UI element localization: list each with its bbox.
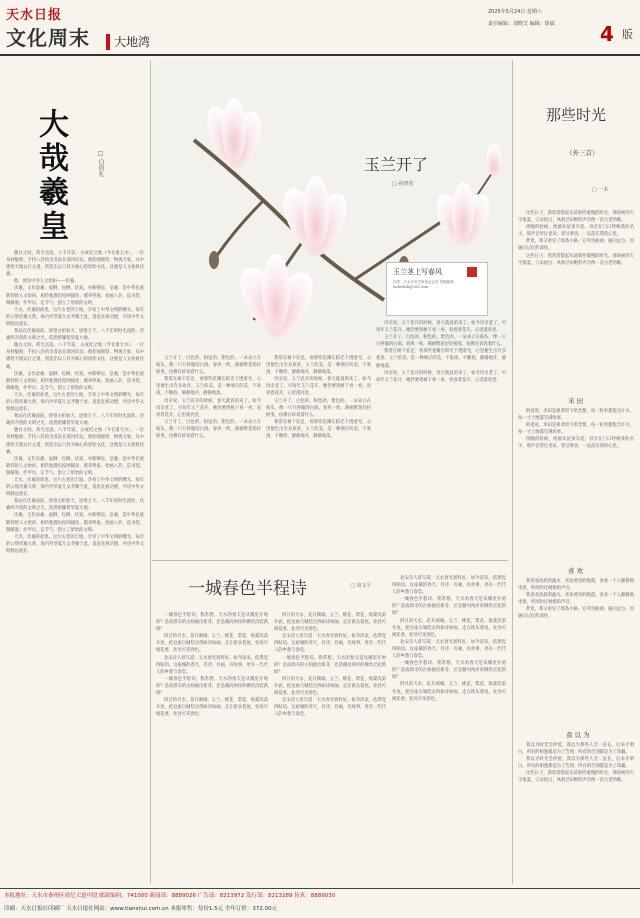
paragraph: 阿爸说，米田是祖辈留下的念想。每一粒米都饱含汗水，每一寸土地都写满故事。 — [518, 423, 634, 436]
paragraph: 这些日子，我常常想起从前那些缓慢的时光。那时候的天空很蓝，云朵很白，风吹过田野的声音像一首古老的歌。 — [518, 211, 634, 224]
red-seal — [467, 267, 477, 277]
paragraph: 这些日子，我常常想起从前那些缓慢的时光。那时候的天空很蓝，云朵很白，风吹过田野的声音像一首古老的歌。 — [518, 771, 634, 784]
paragraph: 天水，伏羲的故里。这片古老的土地，孕育了中华文明的曙光。每年的公祭伏羲大典，海内外华夏儿女齐聚于此，追思先祖功德，共话中华文明源远流长。 — [6, 478, 144, 498]
column-divider — [512, 60, 513, 884]
paragraph: 四月的天水，花开满城。玉兰、桃花、梨花、海棠次第开放，把这座古城装点得如诗如画。走在街头巷尾，处处可闻花香，处处可见春色。 — [274, 613, 386, 633]
painting-title: 玉兰开了 — [364, 155, 429, 174]
paragraph: 阿爸说，米田是祖辈留下的念想。每一粒米都饱含汗水，每一寸土地都写满故事。 — [518, 409, 634, 422]
blossom-3 — [230, 254, 322, 345]
paragraph: 北宋诗人曾写道：天水春光别样好。如今读来，依然觉得贴切。这座城的春天，有诗，有画，有故事，更有一代代人的乡愁与眷恋。 — [156, 655, 268, 675]
paragraph: 我站在伏羲庙前，仰望古柏参天，思绪万千。八千年的时光流转，伏羲所开创的文明之光，依然照耀着华夏大地。 — [6, 499, 144, 512]
paragraph: 玉兰开了，白色的，粉色的，紫色的，一朵朵立在枝头，像一只只停歇的白鸽。春风一吹，满树繁花轻轻摇曳，仿佛在诉说着什么。 — [266, 398, 371, 418]
right-subheading-1: 米 田 — [568, 397, 584, 405]
paragraph: 北宋诗人曾写道：天水春光别样好。如今读来，依然觉得贴切。这座城的春天，有诗，有画，有故事，更有一代代人的乡愁与眷恋。 — [274, 634, 386, 654]
paragraph: 伏羲，又作宓羲、庖牺、包牺、伏戏，亦称牺皇、皇羲，是中华民族敬仰的人文始祖。相传他教民结网捕鱼、驯养牲畜，始画八卦，造书契，制嫁娶，作甲历，定节气，创立了原始的文明。 — [6, 456, 144, 476]
page-number: 4 — [600, 22, 614, 46]
paragraph: 我喜欢清晨的露水，喜欢黄昏的晚霞，喜欢一个人静静地坐着，听风吹过树梢的声音。 — [518, 579, 634, 592]
blossom-1 — [201, 98, 268, 173]
section-title: 文化周末 — [6, 26, 90, 50]
right-body-part1 — [518, 210, 634, 410]
left-article-author: □ 白尚礼 — [97, 150, 104, 177]
middle-article-title: 一城春色半程诗 — [188, 579, 307, 599]
left-article-body — [6, 250, 144, 880]
right-subheading-3: 我 以 为 — [566, 731, 590, 739]
paragraph: 母亲说，玉兰花开的时候，春天就真的来了。如今母亲老了，可每年玉兰花开，她仍要到树下看一看，说看着花开，心里就亮堂。 — [266, 377, 371, 397]
paragraph: 这些日子，我常常想起从前那些缓慢的时光。那时候的天空很蓝，云朵很白，风吹过田野的声音像一首古老的歌。 — [518, 253, 634, 266]
paragraph: 腹白之间，荷光焉浪。八千年前，古成纪之地（今甘肃天水），一位身材魁梧、手持八卦的圣者站在渭河岸边，他仰观俯察，物观万象，从中感悟天地运行之道，创造出以八卦为核心的原始文化，这便是人文始祖伏羲。 — [6, 428, 144, 455]
paragraph: 傍晚的时候，炊烟从屋顶升起，母亲在门口呼唤我的名字。那声音穿过麦田，穿过黄昏，一直落在我的心里。 — [518, 225, 634, 238]
footer-rule — [0, 888, 640, 889]
right-body-part2 — [518, 408, 634, 528]
paragraph: 母亲说，玉兰花开的时候，春天就真的来了。如今母亲老了，可每年玉兰花开，她仍要到树下看一看，说看着花开，心里就亮堂。 — [376, 370, 506, 383]
paragraph: 四月的天水，花开满城。玉兰、桃花、梨花、海棠次第开放，把这座古城装点得如诗如画。走在街头巷尾，处处可闻花香，处处可见春色。 — [392, 682, 506, 702]
section-accent-bar — [106, 34, 110, 50]
blossom-2 — [275, 176, 355, 263]
paragraph: 我以为时光会停留，我以为那些人会一直在。后来才明白，所有的相逢都是为了告别，所有的告别都是为了珍藏。 — [518, 743, 634, 756]
right-article-author: □ 一米 — [592, 187, 609, 193]
newspaper-logo: 天水日报 — [6, 8, 63, 23]
section-divider — [152, 560, 508, 561]
paragraph: 四月的天水，花开满城。玉兰、桃花、梨花、海棠次第开放，把这座古城装点得如诗如画。走在街头巷尾，处处可闻花香，处处可见春色。 — [156, 634, 268, 654]
paragraph: 我常在树下驻足，看那些花瓣在阳光下透着光，心里便生出许多欢喜。玉兰的美，是一种端庄的美，不张扬，不媚俗，静静地开，静静地落。 — [156, 377, 261, 397]
paragraph: 我以为时光会停留，我以为那些人会一直在。后来才明白，所有的相逢都是为了告别，所有的告别都是为了珍藏。 — [518, 757, 634, 770]
editor-credits: 责任编辑：刘晓艾 编辑：徐斌 — [488, 21, 555, 27]
paragraph: 玉兰开了，白色的，粉色的，紫色的，一朵朵立在枝头，像一只只停歇的白鸽。春风一吹，满树繁花轻轻摇曳，仿佛在诉说着什么。 — [156, 419, 261, 440]
paragraph: 我常在树下驻足，看那些花瓣在阳光下透着光，心里便生出许多欢喜。玉兰的美，是一种端庄的美，不张扬，不媚俗，静静地开，静静地落。 — [376, 349, 506, 369]
right-article-title: 那些时光 — [546, 106, 607, 124]
paragraph: 北宋诗人曾写道：天水春光别样好。如今读来，依然觉得贴切。这座城的春天，有诗，有画，有故事，更有一代代人的乡愁与眷恋。 — [392, 639, 506, 660]
column-divider — [150, 60, 151, 884]
paragraph: 四月的天水，花开满城。玉兰、桃花、梨花、海棠次第开放，把这座古城装点得如诗如画。走在街头巷尾，处处可闻花香，处处可见春色。 — [274, 676, 386, 697]
paragraph: 天水，伏羲的故里。这片古老的土地，孕育了中华文明的曙光。每年的公祭伏羲大典，海内外华夏儿女齐聚于此，追思先祖功德，共话中华文明源远流长。 — [6, 307, 144, 327]
paragraph: 一城春色半程诗。我常想，天水的春天是从哪里开始的？是南郭寺的古柏抽出新芽，还是藉河两岸的柳丝泛起新绿？ — [274, 655, 386, 675]
right-article-subtitle: （外三首） — [566, 149, 599, 157]
paragraph: 我常在树下驻足，看那些花瓣在阳光下透着光，心里便生出许多欢喜。玉兰的美，是一种端庄的美，不张扬，不媚俗，静静地开，静静地落。 — [266, 356, 371, 376]
caption-text: 作者：天水市书法家协会会员 投稿邮箱：tsrbwhzk@163.com — [393, 280, 458, 289]
paragraph: 他，便是中华人文始祖——伏羲。 — [14, 279, 79, 285]
yulan-body-col2 — [266, 355, 371, 555]
footer-print: 印刷：天水日报社印刷厂 天水日报社网站：www.tianshui.com.cn 本报零售：每份1.5元 全年订价：372.00元 — [4, 906, 278, 912]
paragraph: 四月的天水，花开满城。玉兰、桃花、梨花、海棠次第开放，把这座古城装点得如诗如画。走在街头巷尾，处处可闻花香，处处可见春色。 — [156, 698, 268, 718]
blossom-4 — [429, 182, 496, 251]
middle-article-author: □ 周文平 — [350, 583, 372, 589]
paragraph: 天水，伏羲的故里。这片古老的土地，孕育了中华文明的曙光。每年的公祭伏羲大典，海内外华夏儿女齐聚于此，追思先祖功德，共话中华文明源远流长。 — [6, 534, 144, 554]
paragraph: 玉兰开了，白色的，粉色的，紫色的，一朵朵立在枝头，像一只只停歇的白鸽。春风一吹，满树繁花轻轻摇曳，仿佛在诉说着什么。 — [156, 356, 261, 376]
paragraph: 一城春色半程诗。我常想，天水的春天是从哪里开始的？是南郭寺的古柏抽出新芽，还是藉河两岸的柳丝泛起新绿？ — [156, 613, 268, 633]
right-body-part3 — [518, 578, 634, 718]
header-rule — [0, 54, 640, 56]
paragraph: 母亲说，玉兰花开的时候，春天就真的来了。如今母亲老了，可每年玉兰花开，她仍要到树下看一看，说看着花开，心里就亮堂。 — [156, 398, 261, 418]
bud — [486, 144, 502, 176]
paragraph: 梦里，我又看见了那条小路。它弯弯曲曲，通向远方，也通向记忆的深处。 — [518, 239, 634, 252]
page-label: 版 — [622, 28, 633, 41]
paragraph: 我常在树下驻足，看那些花瓣在阳光下透着光，心里便生出许多欢喜。玉兰的美，是一种端庄的美，不张扬，不媚俗，静静地开，静静地落。 — [266, 419, 371, 440]
paragraph: 一城春色半程诗。我常想，天水的春天是从哪里开始的？是南郭寺的古柏抽出新芽，还是藉河两岸的柳丝泛起新绿？ — [392, 597, 506, 617]
paragraph: 一城春色半程诗。我常想，天水的春天是从哪里开始的？是南郭寺的古柏抽出新芽，还是藉河两岸的柳丝泛起新绿？ — [156, 676, 268, 697]
paragraph: 北宋诗人曾写道：天水春光别样好。如今读来，依然觉得贴切。这座城的春天，有诗，有画，有故事，更有一代代人的乡愁与眷恋。 — [392, 576, 506, 596]
paragraph: 一城春色半程诗。我常想，天水的春天是从哪里开始的？是南郭寺的古柏抽出新芽，还是藉河两岸的柳丝泛起新绿？ — [392, 661, 506, 681]
masthead — [0, 0, 640, 60]
painting-caption-box — [386, 262, 488, 316]
header-info — [488, 6, 555, 30]
paragraph: 我站在伏羲庙前，仰望古柏参天，思绪万千。八千年的时光流转，伏羲所开创的文明之光，依然照耀着华夏大地。 — [6, 329, 144, 342]
paragraph: 天水，伏羲的故里。这片古老的土地，孕育了中华文明的曙光。每年的公祭伏羲大典，海内外华夏儿女齐聚于此，追思先祖功德，共话中华文明源远流长。 — [6, 392, 144, 413]
paragraph: 腹白之间，荷光焉浪。八千年前，古成纪之地（今甘肃天水），一位身材魁梧、手持八卦的圣者站在渭河岸边，他仰观俯察，物观万象，从中感悟天地运行之道，创造出以八卦为核心的原始文化，这便是人文始祖伏羲。 — [6, 343, 144, 370]
left-article-title: 大哉羲皇 — [33, 108, 68, 244]
middle-body-col3 — [392, 575, 506, 882]
footer-contact: 本报地址：天水市秦州区成纪大道中段 邮政编码：741000 新闻部：8889026 广告部：8213972 发行部：8213289 传真：8889030 — [4, 893, 336, 899]
paragraph: 四月的天水，花开满城。玉兰、桃花、梨花、海棠次第开放，把这座古城装点得如诗如画。走在街头巷尾，处处可闻花香，处处可见春色。 — [392, 618, 506, 638]
paragraph: 我站在伏羲庙前，仰望古柏参天，思绪万千。八千年的时光流转，伏羲所开创的文明之光，依然照耀着华夏大地。 — [6, 414, 144, 427]
paragraph: 北宋诗人曾写道：天水春光别样好。如今读来，依然觉得贴切。这座城的春天，有诗，有画，有故事，更有一代代人的乡愁与眷恋。 — [274, 698, 386, 718]
yulan-body-col1 — [156, 355, 261, 555]
paragraph: 梦里，我又看见了那条小路。它弯弯曲曲，通向远方，也通向记忆的深处。 — [518, 607, 634, 620]
paragraph: 伏羲，又作宓羲、庖牺、包牺、伏戏，亦称牺皇、皇羲，是中华民族敬仰的人文始祖。相传他教民结网捕鱼、驯养牲畜，始画八卦，造书契，制嫁娶，作甲历，定节气，创立了原始的文明。 — [6, 513, 144, 533]
right-subheading-2: 喜 欢 — [568, 567, 584, 575]
middle-body-col1 — [156, 612, 268, 882]
right-body-part4 — [518, 742, 634, 882]
paragraph: 伏羲，又作宓羲、庖牺、包牺、伏戏，亦称牺皇、皇羲，是中华民族敬仰的人文始祖。相传他教民结网捕鱼、驯养牲畜，始画八卦，造书契，制嫁娶，作甲历，定节气，创立了原始的文明。 — [6, 286, 144, 306]
paragraph: 母亲说，玉兰花开的时候，春天就真的来了。如今母亲老了，可每年玉兰花开，她仍要到树下看一看，说看着花开，心里就亮堂。 — [376, 321, 506, 334]
magnolia-painting — [154, 60, 514, 350]
painting-author: □ 孙晓莲 — [392, 181, 414, 187]
caption-title: 玉兰茎上写春风 — [393, 268, 442, 276]
paragraph: 傍晚的时候，炊烟从屋顶升起，母亲在门口呼唤我的名字。那声音穿过麦田，穿过黄昏，一直落在我的心里。 — [518, 437, 634, 450]
issue-date: 2025年5月24日 星期六 — [488, 9, 542, 15]
paragraph: 玉兰开了，白色的，粉色的，紫色的，一朵朵立在枝头，像一只只停歇的白鸽。春风一吹，满树繁花轻轻摇曳，仿佛在诉说着什么。 — [376, 335, 506, 348]
yulan-body-col3 — [376, 320, 506, 555]
paragraph: 伏羲，又作宓羲、庖牺、包牺、伏戏，亦称牺皇、皇羲，是中华民族敬仰的人文始祖。相传他教民结网捕鱼、驯养牲畜，始画八卦，造书契，制嫁娶，作甲历，定节气，创立了原始的文明。 — [6, 371, 144, 391]
paragraph: 我喜欢清晨的露水，喜欢黄昏的晚霞，喜欢一个人静静地坐着，听风吹过树梢的声音。 — [518, 593, 634, 606]
column-name: 大地湾 — [114, 35, 151, 49]
paragraph: 腹白之间，荷光焉浪。八千年前，古成纪之地（今甘肃天水），一位身材魁梧、手持八卦的圣者站在渭河岸边，他仰观俯察，物观万象，从中感悟天地运行之道，创造出以八卦为核心的原始文化，这便是人文始祖伏羲。 — [6, 251, 144, 278]
middle-body-col2 — [274, 612, 386, 882]
